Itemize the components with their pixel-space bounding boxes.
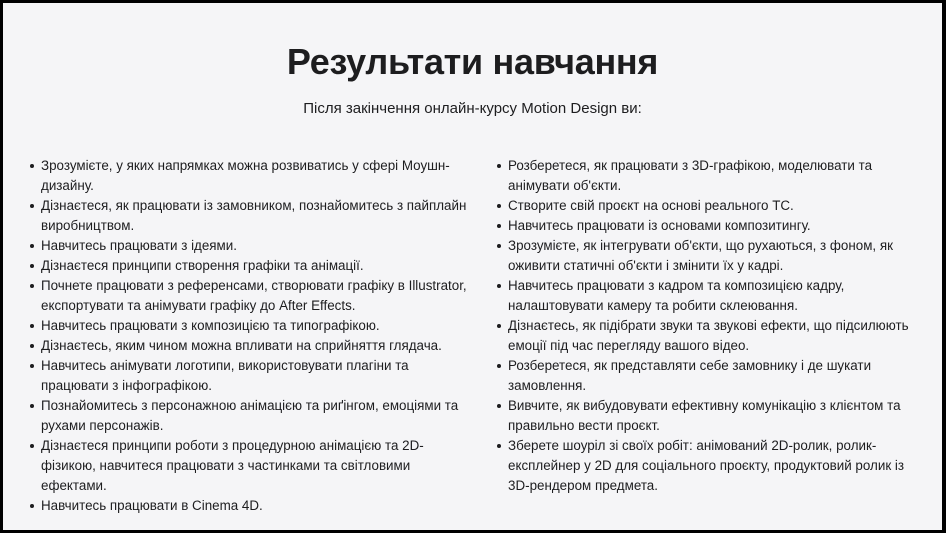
list-item: Створите свій проєкт на основі реального ТС. bbox=[497, 196, 927, 216]
list-item: Почнете працювати з референсами, створювати графіку в Illustrator, експортувати та анімувати графіку до After Effects. bbox=[30, 276, 470, 316]
bullet-icon bbox=[497, 284, 501, 288]
list-item: Дізнаєтеся, як працювати із замовником, познайомитесь з пайплайн виробництвом. bbox=[30, 196, 470, 236]
list-item: Зрозумієте, у яких напрямках можна розвиватись у сфері Моушн-дизайну. bbox=[30, 156, 470, 196]
bullet-icon bbox=[30, 204, 34, 208]
list-item: Навчитесь працювати з кадром та композицією кадру, налаштовувати камеру та робити склеювання. bbox=[497, 276, 927, 316]
list-item: Навчитесь анімувати логотипи, використовувати плагіни та працювати з інфографікою. bbox=[30, 356, 470, 396]
list-item: Зберете шоуріл зі своїх робіт: анімований 2D-ролик, ролик-експлейнер у 2D для соціального проєкту, продуктовий ролик із 3D-рендером предмета. bbox=[497, 436, 927, 496]
list-item: Вивчите, як вибудовувати ефективну комунікацію з клієнтом та правильно вести проєкт. bbox=[497, 396, 927, 436]
list-item: Розберетеся, як працювати з 3D-графікою, моделювати та анімувати об'єкти. bbox=[497, 156, 927, 196]
list-item: Дізнаєтеся принципи створення графіки та анімації. bbox=[30, 256, 470, 276]
bullet-icon bbox=[30, 364, 34, 368]
bullet-icon bbox=[497, 224, 501, 228]
list-item: Навчитесь працювати із основами композитингу. bbox=[497, 216, 927, 236]
bullet-icon bbox=[30, 504, 34, 508]
list-item: Навчитесь працювати з ідеями. bbox=[30, 236, 470, 256]
list-item: Дізнаєтесь, як підібрати звуки та звукові ефекти, що підсилюють емоції під час перегляду вашого відео. bbox=[497, 316, 927, 356]
list-item: Навчитесь працювати в Cinema 4D. bbox=[30, 496, 470, 516]
bullet-icon bbox=[497, 164, 501, 168]
list-item: Навчитесь працювати з композицією та типографікою. bbox=[30, 316, 470, 336]
list-item: Розберетеся, як представляти себе замовнику і де шукати замовлення. bbox=[497, 356, 927, 396]
bullet-icon bbox=[497, 444, 501, 448]
bullet-icon bbox=[30, 244, 34, 248]
bullet-icon bbox=[497, 244, 501, 248]
bullet-icon bbox=[497, 404, 501, 408]
outcomes-list-right bbox=[497, 156, 927, 496]
list-item: Зрозумієте, як інтегрувати об'єкти, що рухаються, з фоном, як оживити статичні об'єкти і змінити їх у кадрі. bbox=[497, 236, 927, 276]
bullet-icon bbox=[497, 364, 501, 368]
content-frame bbox=[3, 3, 942, 530]
bullet-icon bbox=[30, 264, 34, 268]
list-item: Дізнаєтесь, яким чином можна впливати на сприйняття глядача. bbox=[30, 336, 470, 356]
bullet-icon bbox=[497, 324, 501, 328]
bullet-icon bbox=[30, 324, 34, 328]
bullet-icon bbox=[30, 164, 34, 168]
page-title: Результати навчання bbox=[286, 41, 659, 82]
outcomes-list-left bbox=[30, 156, 470, 516]
bullet-icon bbox=[30, 444, 34, 448]
page-subtitle: Після закінчення онлайн-курсу Motion Design ви: bbox=[303, 100, 642, 117]
list-item: Познайомитесь з персонажною анімацією та риґінгом, емоціями та рухами персонажів. bbox=[30, 396, 470, 436]
list-item: Дізнаєтеся принципи роботи з процедурною анімацією та 2D-фізикою, навчитеся працювати з частинками та світловими ефектами. bbox=[30, 436, 470, 496]
bullet-icon bbox=[30, 284, 34, 288]
bullet-icon bbox=[30, 404, 34, 408]
bullet-icon bbox=[497, 204, 501, 208]
bullet-icon bbox=[30, 344, 34, 348]
